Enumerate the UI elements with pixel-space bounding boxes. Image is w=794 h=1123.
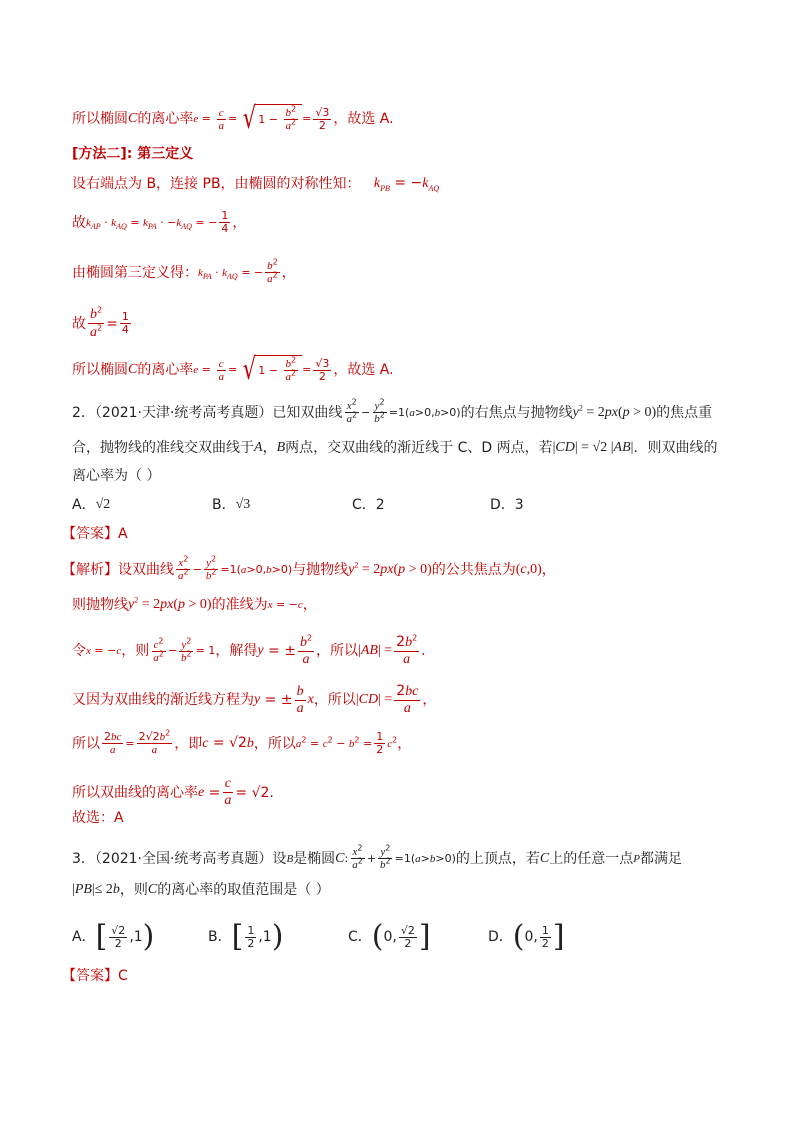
question-3-options	[72, 920, 734, 954]
method2-step2: 故 $k_{AP} \cdot k_{AQ} = k_{PA} \cdot -k_{AQ}$ = − $\frac{1}{4}$ ，	[72, 209, 247, 235]
text: 两点，交双曲线的渐近线于 C、D 两点，若	[285, 440, 553, 456]
option-c[interactable]: C．2	[352, 497, 385, 513]
method2-step4: 故 $\frac{b^2}{a^2}$ = $\frac{1}{4}$	[72, 305, 129, 340]
text: ，所以	[253, 735, 296, 752]
text: ．则双曲线的	[633, 440, 718, 456]
text: 故	[72, 214, 86, 231]
text: 都满足	[639, 850, 682, 867]
analysis-line3: 令 x = −c ，则 $\frac{c^2}{a^2}$ − $\frac{y^2}{b^2}$ = 1 ，解得 y = ± $\frac{b^2}{a}$ ，所以 |AB| = $\frac{2b^2}{a}$ .	[72, 633, 426, 667]
text: 的离心率的取值范围是（ ）	[157, 882, 330, 898]
option-b[interactable]: B． √3	[212, 497, 251, 513]
text: ，所以	[316, 643, 359, 659]
text: 【答案】A	[62, 526, 128, 542]
question-2-line1: 2．（2021·天津·统考高考真题）已知双曲线 $\frac{x^2}{a^2}$ − $\frac{y^2}{b^2}$ =1(a>0,b>0) 的右焦点与抛物线 $y^2 = 2px(p > 0)$ 的焦点重	[72, 397, 713, 425]
text: 上的任意一点	[549, 850, 634, 867]
text: 的焦点重	[656, 404, 713, 421]
text: [方法二]: 第三定义	[72, 146, 194, 162]
option-a[interactable]: A． [ $\frac{√2}{2}$ ,1 )	[72, 919, 155, 954]
text: 所以椭圆	[72, 362, 128, 378]
eccentricity-conclusion-2: 所以椭圆 C 的离心率 e = $\frac{c}{a}$ = √ 1 − $\frac{b^2}{a^2}$ = $\frac{√3}{2}$ ，故选 A.	[72, 352, 394, 387]
text: 所以	[72, 735, 100, 752]
text: 由椭圆第三定义得：	[72, 264, 198, 281]
question-2-line2: 合，抛物线的准线交双曲线于 A ， B 两点，交双曲线的渐近线于 C、D 两点，若 |CD| = √2 |AB| ．则双曲线的	[72, 436, 734, 460]
option-b[interactable]: B． [ $\frac{1}{2}$ ,1 )	[208, 919, 284, 954]
text: 合，抛物线的准线交双曲线于	[72, 440, 254, 456]
answer-label	[62, 964, 734, 988]
text: 故选：A	[72, 810, 124, 826]
analysis-line1: 【解析】 设双曲线 $\frac{x^2}{a^2}$ − $\frac{y^2}{b^2}$ =1(a>0,b>0) 与抛物线 $y^2 = 2px(p > 0)$ 的公共焦点为 (c,0) ，	[62, 554, 556, 582]
question-3-line1: 3．（2021·全国·统考高考真题）设 B 是椭圆 C : $\frac{x^2}{a^2}$ + $\frac{y^2}{b^2}$ =1(a>b>0) 的上顶点，若 C 上的任意一点 P 都满足	[72, 843, 682, 871]
text: 故	[72, 315, 86, 332]
text: ，即	[174, 735, 203, 752]
text: 的离心率	[137, 362, 194, 378]
question-source: 2．（2021·天津·统考高考真题）已知双曲线	[72, 404, 343, 421]
text: 离心率为（ ）	[72, 468, 161, 484]
question-2-line3	[72, 464, 734, 488]
text: 的上顶点，若	[455, 850, 540, 867]
text: 令	[72, 643, 86, 659]
option-d[interactable]: D．3	[490, 497, 524, 513]
text: 则抛物线	[72, 597, 128, 613]
analysis-line5: 所以 $\frac{2bc}{a}$ = $\frac{2√2b^2}{a}$ ，即 c = √2b ，所以 $a^2 = c^2 - b^2$ = $\frac{1}{2}$ $c^2$ ，	[72, 728, 412, 756]
analysis-conclusion	[72, 806, 734, 830]
text: 所以椭圆	[72, 111, 128, 127]
text: 【答案】C	[62, 968, 128, 984]
text: ，故选 A.	[333, 362, 394, 378]
method2-step3: 由椭圆第三定义得： $k_{PA} \cdot k_{AQ}$ = − $\frac{b^2}{a^2}$ ，	[72, 257, 296, 285]
analysis-line6: 所以双曲线的离心率 e = $\frac{c}{a}$ = √2.	[72, 776, 274, 808]
option-d[interactable]: D． ( 0, $\frac{1}{2}$ ]	[488, 919, 565, 954]
eccentricity-conclusion-1: 所以椭圆 C 的离心率 e = $\frac{c}{a}$ = √ 1 − $\frac{b^2}{a^2}$ = $\frac{√3}{2}$ ，故选 A.	[72, 101, 394, 136]
text: 是椭圆	[293, 850, 336, 867]
text: 的公共焦点为	[431, 561, 516, 578]
text: 所以双曲线的离心率	[72, 784, 198, 801]
question-source: 3．（2021·全国·统考高考真题）设	[72, 850, 287, 867]
text: 又因为双曲线的渐近线方程为	[72, 692, 254, 708]
option-c[interactable]: C． ( 0, $\frac{√2}{2}$ ]	[348, 919, 431, 954]
text: ，所以	[313, 692, 356, 708]
answer-label	[62, 522, 734, 546]
question-2-options	[72, 493, 734, 517]
method-heading	[72, 142, 734, 166]
text: 的离心率	[137, 111, 194, 127]
text: 的准线为	[211, 597, 268, 613]
text: 的右焦点与抛物线	[460, 404, 573, 421]
text: ，则	[119, 882, 148, 898]
option-a[interactable]: A． √2	[72, 497, 111, 513]
analysis-line4: 又因为双曲线的渐近线方程为 y = ± $\frac{b}{a}$ x ，所以 |CD| = $\frac{2bc}{a}$ ，	[72, 683, 437, 716]
text: ，故选 A.	[333, 111, 394, 127]
text: 设右端点为 B，连接 PB，由椭圆的对称性知：	[72, 175, 361, 192]
question-3-line2: |PB|≤ 2b ，则 C 的离心率的取值范围是（ ）	[72, 878, 734, 902]
text: 设双曲线	[118, 561, 174, 578]
analysis-line2: 则抛物线 $y^2 = 2px(p > 0)$ 的准线为 x = −c ，	[72, 593, 734, 617]
text: 与抛物线	[292, 561, 349, 578]
method2-step1: 设右端点为 B，连接 PB，由椭圆的对称性知： $k_{PB} = -k_{AQ}$	[72, 171, 734, 196]
text: ，解得	[215, 643, 258, 659]
analysis-label: 【解析】	[62, 561, 118, 578]
text: ，则	[121, 643, 150, 659]
